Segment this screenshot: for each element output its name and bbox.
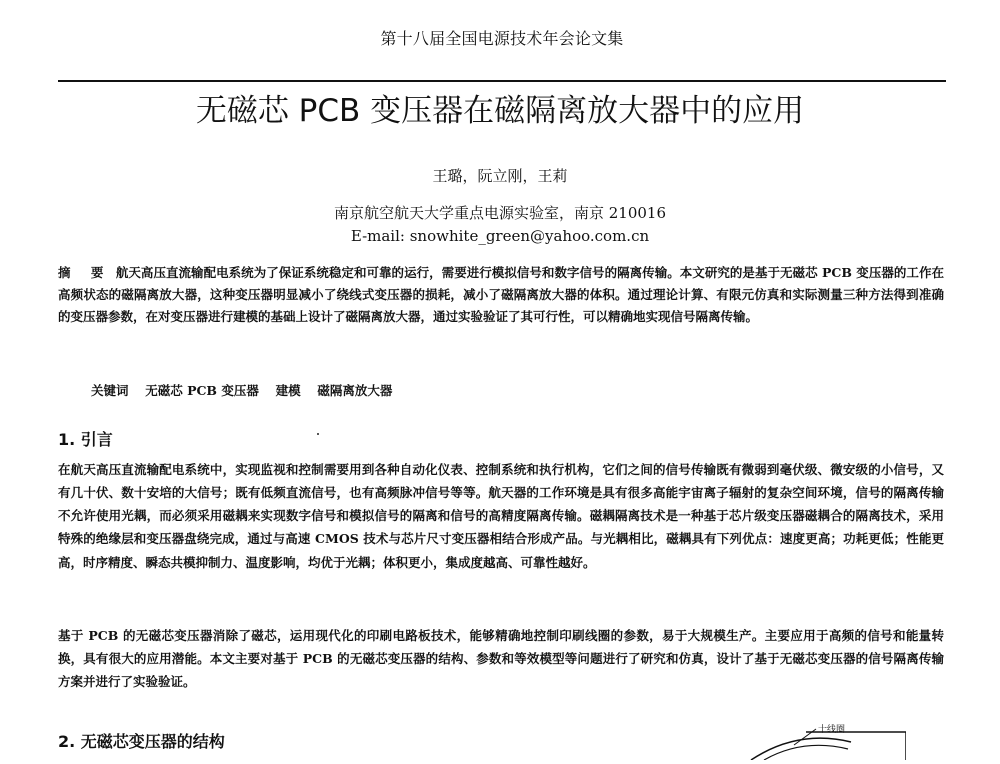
keyword-item: 无磁芯 PCB 变压器 <box>145 383 259 398</box>
affiliation-line: 南京航空航天大学重点电源实验室，南京 210016 <box>333 204 667 222</box>
introduction-paragraph: 在航天高压直流输配电系统中，实现监视和控制需要用到各种自动化仪表、控制系统和执行机构，它们之间的信号传输既有微弱到毫伏级、微安级的小信号，又有几十伏、数十安培的大信号；既有低频直流信号，也有高频脉冲信号等等。航天器的工作环境是具有很多高能宇宙离子辐射的复杂空间环境，信号的隔离传输不允许使用光耦，而必须采用磁耦来实现数字信号和模拟信号的隔离和信号的高精度隔离传输。磁耦隔离技术是一种基于芯片级变压器磁耦合的隔离技术，采用特殊的绝缘层和变压器盘绕完成，通过与高速 CMOS 技术与芯片尺寸变压器相结合形成产品。与光耦相比，磁耦具有下列优点：速度更高；功耗更低；性能更高，时序精度、瞬态共模抑制力、温度影响，均优于光耦；体积更小，集成度越高、可靠性越好。 <box>58 462 944 570</box>
email-line: E-mail: snowhite_green@yahoo.com.cn <box>350 227 650 245</box>
figure-label: 十线圈 <box>818 725 846 735</box>
coil-arc-outer <box>751 738 851 760</box>
introduction-paragraph: 基于 PCB 的无磁芯变压器消除了磁芯，运用现代化的印刷电路板技术，能够精确地控制印刷线圈的参数，易于大规模生产。主要应用于高频的信号和能量转换，具有很大的应用潜能。本文主要对基于 PCB 的无磁芯变压器的结构、参数和等效模型等问题进行了研究和仿真，设计了基于无磁芯变压器的信号隔离传输方案并进行了实验验证。 <box>58 628 944 690</box>
transformer-figure <box>736 718 906 760</box>
section-heading-introduction: 1. 引言 <box>58 430 113 449</box>
section-heading-structure: 2. 无磁芯变压器的结构 <box>58 732 225 751</box>
paper-title: 无磁芯 PCB 变压器在磁隔离放大器中的应用 <box>195 93 805 129</box>
keywords-label: 关键词 <box>91 383 129 398</box>
abstract-text: 航天高压直流输配电系统为了保证系统稳定和可靠的运行，需要进行模拟信号和数字信号的隔离传输。本文研究的是基于无磁芯 PCB 变压器的工作在高频状态的磁隔离放大器，这种变压器明显减小了绕线式变压器的损耗，减小了磁隔离放大器的体积。通过理论计算、有限元仿真和实际测量三种方法得到准确的变压器参数，在对变压器进行建模的基础上设计了磁隔离放大器，通过实验验证了其可行性，可以精确地实现信号隔离传输。 <box>58 265 944 324</box>
keywords-line <box>91 381 931 399</box>
scan-dot <box>317 433 319 435</box>
header-rule <box>58 80 946 82</box>
proceedings-header: 第十八届全国电源技术年会论文集 <box>380 29 624 48</box>
abstract-block <box>58 262 944 328</box>
abstract-label: 摘 要 <box>58 265 112 280</box>
label-leader-line <box>794 729 816 745</box>
coil-arc-inner <box>764 745 848 760</box>
keyword-item: 磁隔离放大器 <box>317 383 393 398</box>
keyword-item: 建模 <box>275 383 301 398</box>
author-list: 王璐，阮立刚，王莉 <box>432 167 568 185</box>
